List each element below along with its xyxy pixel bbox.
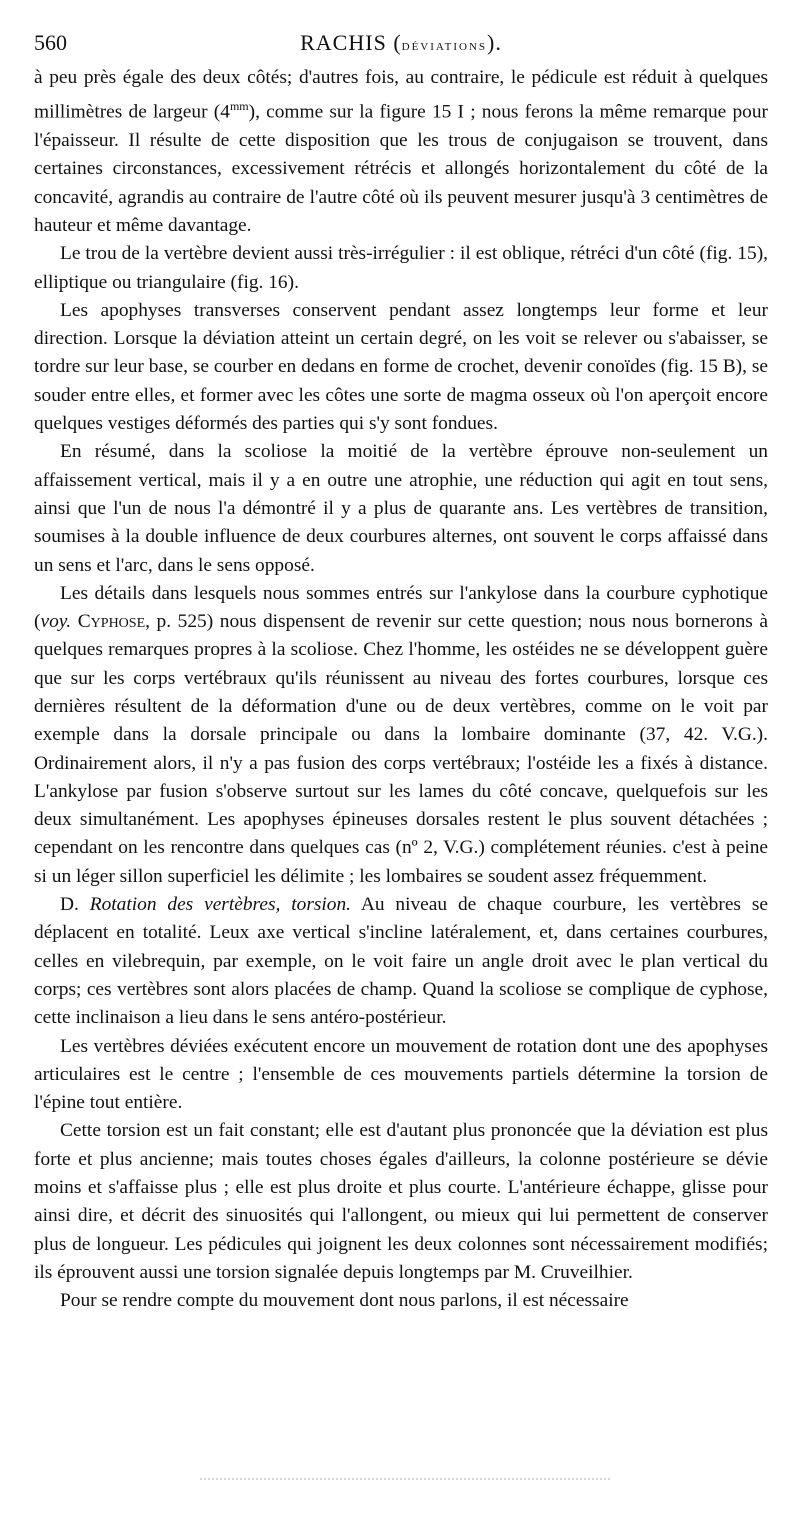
- paragraph-7: Les vertèbres déviées exécutent encore un mouvement de rotation dont une des apophyses articulaires est le centre ; l'ensemble de ces mouvements partiels détermine la torsion de l'épine tout entière.: [34, 1035, 768, 1114]
- paragraph-2: Le trou de la vertèbre devient aussi très-irrégulier : il est oblique, rétréci d'un côté (fig. 15), elliptique ou triangulaire (fig. 16).: [34, 243, 768, 293]
- running-title-paren-open: (: [386, 30, 402, 55]
- paragraph-5-text-a: Les détails dans lesquels nous sommes entrés sur l'ankylose dans la courbure cyphotique (: [34, 582, 768, 633]
- paragraph-1-superscript: mm: [229, 99, 249, 114]
- paragraph-5-crossref: Cyphose: [77, 611, 146, 633]
- section-label: D.: [60, 894, 79, 916]
- paragraph-1-text: à peu près égale des deux côtés; d'autres fois, au contraire, le pédicule est réduit à quelques millimètres de largeur (4: [34, 67, 768, 123]
- paragraph-4: En résumé, dans la scoliose la moitié de la vertèbre éprouve non-seulement un affaissement vertical, mais il y a en outre une atrophie, une réduction qui agit en tout sens, ainsi que l'un de nous l'a démontré il y a plus de quarante ans. Les vertèbres de transition, soumises à la double influence de deux courbures alternes, ont souvent le corps affaissé dans un sens et l'arc, dans le sens opposé.: [34, 441, 768, 576]
- paragraph-9: Pour se rendre compte du mouvement dont nous parlons, il est nécessaire: [60, 1290, 629, 1312]
- running-title: [34, 30, 768, 56]
- paragraph-5-text-c: , p. 525) nous dispensent de revenir sur cette question; nous nous bornerons à quelques remarques propres à la scoliose. Chez l'homme, les ostéides ne se développent guère que sur les corps vertébraux qu'ils réunissent au niveau des fortes courbures, lorsque ces dernières résultent de la déformation d'une ou de deux vertèbres, comme on le voit par exemple dans la dorsale principale ou dans la lombaire dominante (37, 42. V.G.). Ordinairement alors, il n'y a pas fusion des corps vertébraux; l'ostéide les a fixés à distance. L'ankylose par fusion s'observe surtout sur les lames du côté concave, quelquefois sur les deux simultanément. Les apophyses épineuses dorsales restent le plus souvent détachées ; cependant on les rencontre dans quelques cas (nº 2, V.G.) complétement réunies. c'est à peine si un léger sillon superficiel les délimite ; les lombaires se soudent assez fréquemment.: [34, 611, 768, 887]
- page-number: 560: [34, 30, 67, 55]
- paragraph-1: [34, 64, 768, 240]
- paragraph-6: [34, 891, 768, 1032]
- paragraph-5: [34, 580, 768, 891]
- paragraph-8: Cette torsion est un fait constant; elle est d'autant plus prononcée que la déviation est plus forte et plus ancienne; mais toutes choses égales d'ailleurs, la colonne postérieure se dévie moins et s'affaisse plus ; elle est plus droite et plus courte. L'antérieure échappe, glisse pour ainsi dire, et décrit des sinuosités qui l'allongent, ou mieux qui lui permettent de conserver plus de longueur. Les pédicules qui joignent les deux colonnes sont nécessairement modifiés; ils éprouvent aussi une torsion signalée depuis longtemps par M. Cruveilhier.: [34, 1120, 768, 1283]
- running-title-main: RACHIS: [300, 30, 387, 55]
- bleed-through-marks: [200, 1478, 610, 1484]
- paragraph-5-text-b: [71, 611, 78, 632]
- paragraph-3: Les apophyses transverses conservent pendant assez longtemps leur forme et leur direction. Lorsque la déviation atteint un certain degré, on les voit se relever ou s'abaisser, se tordre sur leur base, se courber en dedans en forme de crochet, devenir conoïdes (fig. 15 B), se souder entre elles, et former avec les côtes une sorte de magma osseux où l'on aperçoit encore quelques vestiges déformés des parties qui s'y sont fondues.: [34, 299, 768, 435]
- section-title: Rotation des vertèbres, torsion.: [89, 894, 352, 916]
- running-title-paren-close: ).: [487, 30, 502, 55]
- running-title-subtitle: déviations: [401, 38, 488, 54]
- paragraph-5-voy: voy.: [40, 611, 72, 633]
- paragraph-1-rest: ), comme sur la figure 15 I ; nous ferons la même remarque pour l'épaisseur. Il résulte de cette disposition que les trous de conjugaison se trouvent, dans certaines circonstances, excessivement rétrécis et allongés horizontalement du côté de la concavité, agrandis au contraire de l'autre côté où ils peuvent mesurer jusqu'à 3 centimètres de hauteur et même davantage.: [34, 101, 769, 236]
- page-header: [34, 30, 768, 60]
- paragraph-6-text: Au niveau de chaque courbure, les vertèbres se déplacent en totalité. Leux axe vertical s'incline latéralement, et, dans certaines courbures, celles en vilebrequin, par exemple, on le voit faire un angle droit avec le plan vertical du corps; ces vertèbres sont alors placées de champ. Quand la scoliose se complique de cyphose, cette inclinaison a lieu dans le sens antéro-postérieur.: [34, 894, 768, 1029]
- body-text: [34, 64, 768, 1316]
